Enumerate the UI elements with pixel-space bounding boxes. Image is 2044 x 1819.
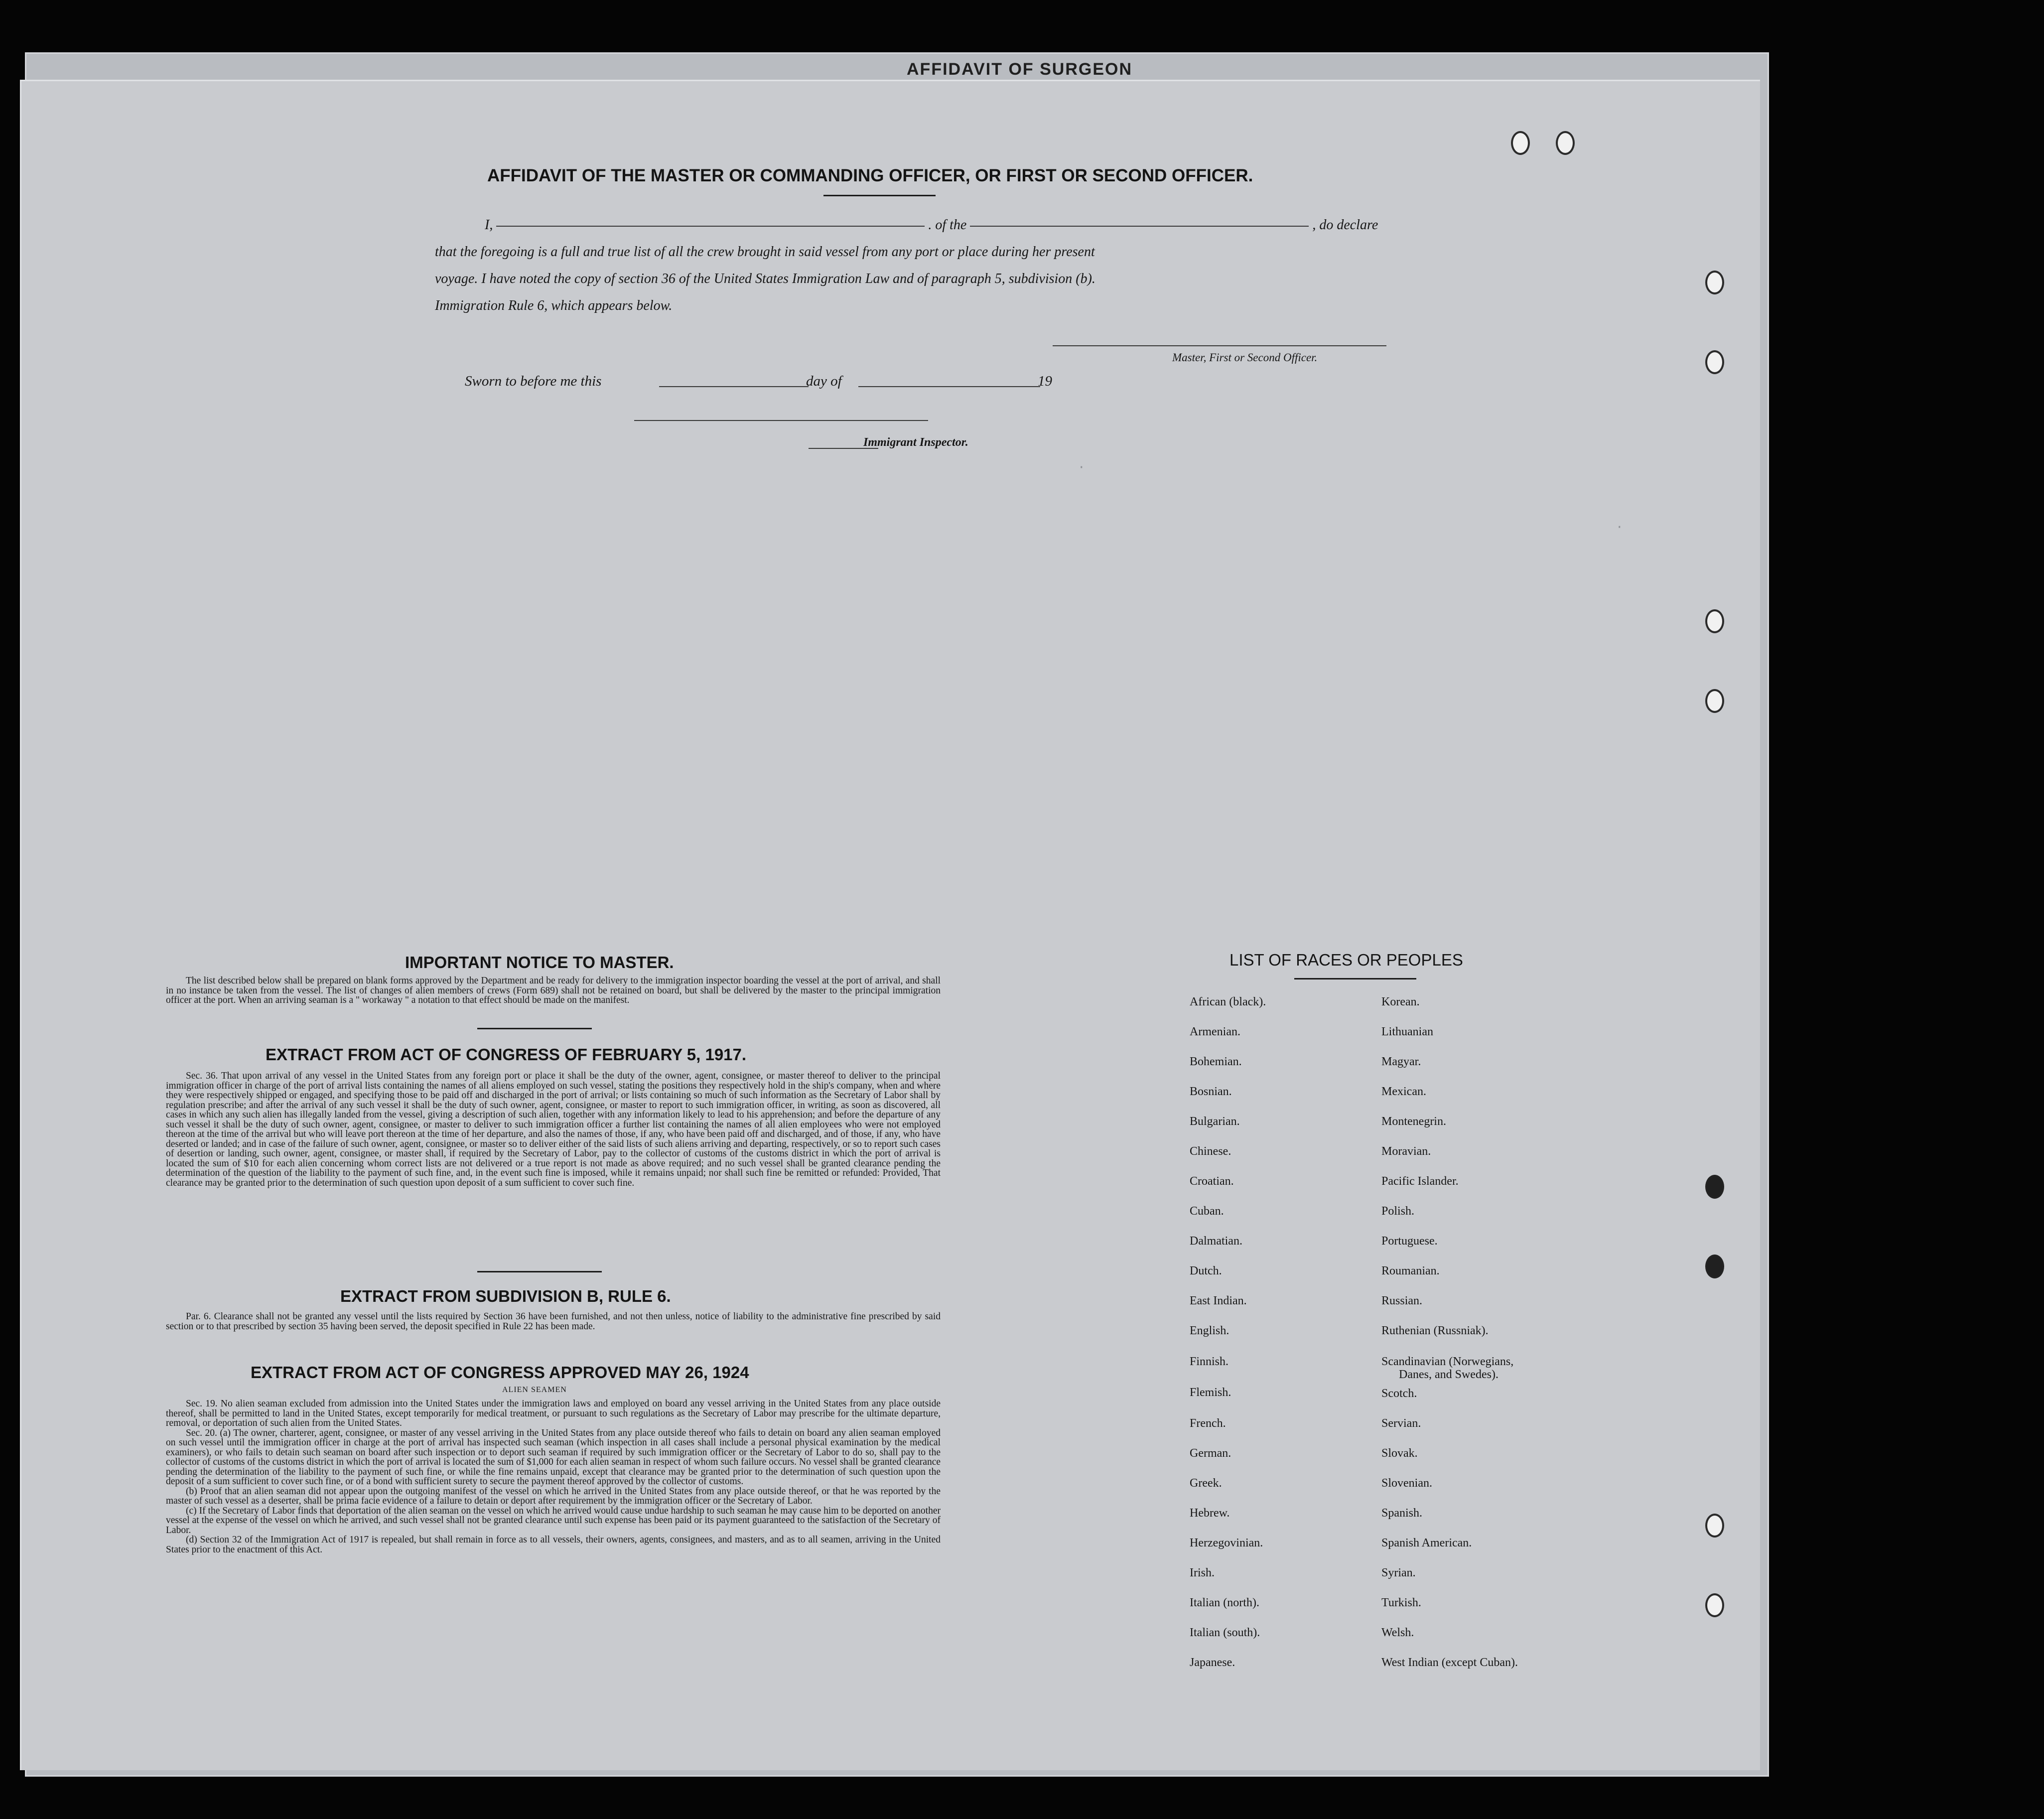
affidavit-line-4: Immigration Rule 6, which appears below. [435,298,673,313]
race-item: Moravian. [1381,1145,1431,1158]
affidavit-line-3: voyage. I have noted the copy of section 36 of the United States Immigration Law and of paragraph 5, subdivision (b). [435,271,1095,286]
race-item: Korean. [1381,995,1420,1008]
extract-1924-subtitle: ALIEN SEAMEN [502,1386,567,1394]
binder-hole-icon [1705,1175,1724,1199]
binder-hole-icon [1705,609,1724,633]
race-item: Welsh. [1381,1626,1414,1639]
races-title: LIST OF RACES OR PEOPLES [1229,951,1463,969]
race-item: Cuban. [1190,1205,1224,1218]
race-item: Italian (south). [1190,1626,1260,1639]
inspector-caption: Immigrant Inspector. [863,436,968,449]
binder-hole-icon [1705,271,1724,294]
master-signature-line[interactable] [1053,345,1386,346]
race-item: East Indian. [1190,1294,1247,1307]
race-item: Italian (north). [1190,1596,1259,1609]
race-item: Ruthenian (Russniak). [1381,1324,1489,1337]
race-item: Chinese. [1190,1145,1231,1158]
binder-hole-icon [1705,1255,1724,1278]
notice-title: IMPORTANT NOTICE TO MASTER. [405,953,674,972]
name-blank[interactable] [496,226,925,227]
binder-hole-icon [1705,1593,1724,1617]
race-item: West Indian (except Cuban). [1381,1656,1518,1669]
affidavit-title: AFFIDAVIT OF THE MASTER OR COMMANDING OFFICER, OR FIRST OR SECOND OFFICER. [487,166,1253,185]
extract-1924-body: Sec. 19. No alien seaman excluded from admission into the United States under the immigration laws and employed on board any vessel arriving in the United States from any place outside thereof, shall be permitted to land in the United States, except temporarily for medical treatment, or pursuant to such regulations as the Secretary of Labor may prescribe for the ultimate departure, removal, or deportation of such alien from the United States. Sec. 20. (a) The owner, charterer, agent, consignee, or master of any vessel arriving in the United States from any place outside thereof who fails to detain on board any alien seaman employed on such vessel until the immigration officer in charge at the port of arrival has inspected such seaman (which inspection in all cases shall include a personal physical examination by the medical examiners), or who fails to detain such seaman on board after such inspection or to deport such seaman if required by such immigration officer or the Secretary of Labor to do so, shall pay to the collector of customs of the customs district in which the port of arrival is located the sum of $1,000 for each alien seaman in respect of whom such failure occurs. No vessel shall be granted clearance pending the determination of the liability to the payment of such fine, or while the fine remains unpaid, except that clearance may be granted prior to the determination of such question upon the deposit of a sum sufficient to cover such fine, or of a bond with sufficient surety to secure the payment thereof approved by the collector of customs. (b) Proof that an alien seaman did not appear upon the outgoing manifest of the vessel on which he arrived in the United States from any place outside thereof, or that he was reported by the master of such vessel as a deserter, shall be prima facie evidence of a failure to detain or deport after requirement by the immigration officer or the Secretary of Labor. (c) If the Secretary of Labor finds that deportation of the alien seaman on the vessel on which he arrived would cause undue hardship to such seaman he may cause him to be deported on another vessel at the expense of the vessel on which he arrived, and such vessel shall not be granted clearance until such expense has been paid or its payment guaranteed to the satisfaction of the Secretary of Labor. (d) Section 32 of the Immigration Act of 1917 is repealed, but shall remain in force as to all vessels, their owners, agents, consignees, and masters, and as to all seamen, arriving in the United States prior to the enactment of this Act. [166,1399,941,1555]
race-item: Syrian. [1381,1566,1416,1579]
race-item: Scotch. [1381,1387,1417,1400]
binder-hole-icon [1556,131,1575,155]
race-item: Bohemian. [1190,1055,1242,1068]
race-item: Spanish American. [1381,1537,1472,1549]
binder-hole-icon [1511,131,1530,155]
race-item: Spanish. [1381,1507,1423,1520]
form-sheet [20,80,1760,1770]
race-item: Lithuanian [1381,1025,1433,1038]
extract-rule6-body: Par. 6. Clearance shall not be granted any vessel until the lists required by Section 36 have been furnished, and not then unless, notice of liability to the administrative fine prescribed by said section or to that prescribed by section 35 having been served, the deposit specified in Rule 22 has been made. [166,1311,941,1332]
race-item: Turkish. [1381,1596,1421,1609]
race-item: African (black). [1190,995,1266,1008]
race-item: French. [1190,1417,1226,1430]
race-item: Herzegovinian. [1190,1537,1263,1549]
binder-hole-icon [1705,689,1724,713]
bleed-through-mark: · [1616,520,1624,535]
race-item: Armenian. [1190,1025,1240,1038]
race-item: Croatian. [1190,1175,1234,1188]
race-item: Bosnian. [1190,1085,1232,1098]
extract-1924-title: EXTRACT FROM ACT OF CONGRESS APPROVED MAY 26, 1924 [251,1363,749,1382]
race-item: Portuguese. [1381,1235,1438,1248]
race-item: Scandinavian (Norwegians, [1381,1355,1514,1368]
extract-1917-body: Sec. 36. That upon arrival of any vessel in the United States from any foreign port or place it shall be the duty of the owner, agent, consignee, or master thereof to deliver to the principal immigration officer in charge of the port of arrival lists containing the names of all aliens employed on such vessel, stating the positions they respectively hold in the ship's company, when and where they were respectively shipped or engaged, and specifying those to be paid off and discharged in the port of arrival; or lists containing so much of such information as the Secretary of Labor shall by regulation prescribe; and after the arrival of any such vessel it shall be the duty of such owner, agent, consignee, or master to report to such immigration officer, in writing, as soon as discovered, all cases in which any such alien has illegally landed from the vessel, giving a description of such alien, together with any information likely to lead to his apprehension; and before the departure of any such vessel it shall be the duty of such owner, agent, consignee, or master to deliver to such immigration officer a further list containing the names of all alien employees who were not employed thereon at the time of the arrival but who will leave port thereon at the time of her departure, and also the names of those, if any, who have been paid off and discharged, and of those, if any, who have deserted or landed; and in case of the failure of such owner, agent, consignee, or master so to deliver either of the said lists of such aliens arriving and departing, respectively, or so to report such cases of desertion or landing, such owner, agent, consignee, or master shall, if required by the Secretary of Labor, pay to the collector of customs of the customs district in which the port of arrival is located the sum of $10 for each alien concerning whom correct lists are not delivered or a true report is not made as above required; and no such vessel shall be granted clearance pending the determination of the question of the liability to the payment of such fine, and, in the event such fine is imposed, while it remains unpaid; nor shall such fine be remitted or refunded: Provided, That clearance may be granted prior to the determination of such question upon deposit of a sum sufficient to cover such fine. [166,1071,941,1188]
day-of-label: day of [806,373,842,389]
race-item: Finnish. [1190,1355,1229,1368]
binder-hole-icon [1705,1514,1724,1538]
section-rule [477,1271,602,1272]
binder-hole-icon [1705,350,1724,374]
race-item: Slovak. [1381,1447,1418,1460]
title-rule [823,195,936,196]
sworn-label: Sworn to before me this [465,373,602,389]
sworn-month-blank[interactable] [858,386,1040,387]
notice-body: The list described below shall be prepared on blank forms approved by the Department and be ready for delivery to the immigration inspector boarding the vessel at the port of arrival, and shall in no instance be taken from the vessel. The list of changes of alien members of crews (Form 689) shall not be retained on board, but shall be delivered by the master to the principal immigration officer at the port. When an arriving seaman is a " workaway " a notation to that effect should be made on the manifest. [166,976,941,1005]
race-item: German. [1190,1447,1231,1460]
year-label: 19 [1038,373,1052,389]
extract-1917-title: EXTRACT FROM ACT OF CONGRESS OF FEBRUARY 5, 1917. [266,1045,747,1064]
race-item: Flemish. [1190,1386,1231,1399]
race-item: Polish. [1381,1205,1415,1218]
bleed-through-mark: · [1078,460,1086,475]
section-rule [477,1028,592,1029]
race-item: Slovenian. [1381,1477,1432,1490]
race-item: Danes, and Swedes). [1399,1368,1499,1381]
race-item: Greek. [1190,1477,1222,1490]
race-item: Pacific Islander. [1381,1175,1459,1188]
extract-rule6-title: EXTRACT FROM SUBDIVISION B, RULE 6. [340,1287,671,1305]
race-item: Dutch. [1190,1264,1222,1277]
race-item: Mexican. [1381,1085,1426,1098]
back-sheet-title: AFFIDAVIT OF SURGEON [907,60,1133,79]
race-item: Irish. [1190,1566,1215,1579]
race-item: Russian. [1381,1294,1423,1307]
race-item: Bulgarian. [1190,1115,1240,1128]
race-item: Japanese. [1190,1656,1235,1669]
master-signature-caption: Master, First or Second Officer. [1172,351,1318,364]
race-item: Roumanian. [1381,1264,1440,1277]
race-item: English. [1190,1324,1229,1337]
races-rule [1294,978,1416,979]
race-item: Montenegrin. [1381,1115,1446,1128]
race-item: Hebrew. [1190,1507,1230,1520]
vessel-blank[interactable] [970,226,1309,227]
affidavit-line-2: that the foregoing is a full and true list of all the crew brought in said vessel from any port or place during her present [435,244,1095,260]
inspector-signature-line[interactable] [634,420,928,421]
race-item: Magyar. [1381,1055,1421,1068]
sworn-day-blank[interactable] [659,386,809,387]
race-item: Dalmatian. [1190,1235,1242,1248]
affidavit-line-1: I, . of the , do declare [485,217,1378,233]
race-item: Servian. [1381,1417,1421,1430]
